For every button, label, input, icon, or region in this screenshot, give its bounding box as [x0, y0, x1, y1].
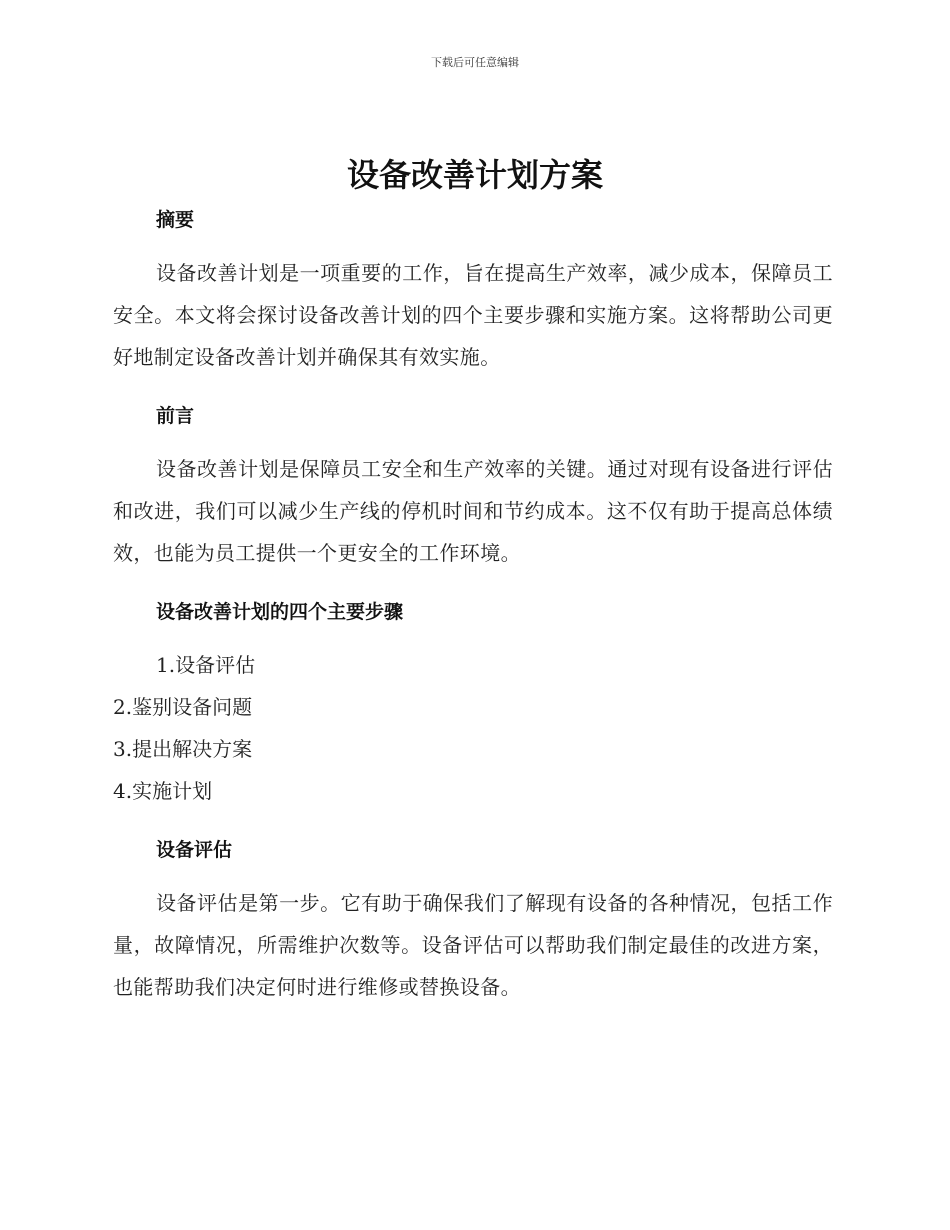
document-title: 设备改善计划方案 — [346, 156, 603, 194]
document-body — [113, 202, 833, 1008]
section-heading-preface: 前言 — [156, 405, 195, 427]
header-note: 下载后可任意编辑 — [431, 56, 519, 69]
step-item: 3.提出解决方案 — [113, 737, 253, 761]
abstract-paragraph: 设备改善计划是一项重要的工作，旨在提高生产效率，减少成本，保障员工安全。本文将会探讨设备改善计划的四个主要步骤和实施方案。这将帮助公司更好地制定设备改善计划并确保其有效实施。 — [113, 261, 833, 369]
section-heading-steps: 设备改善计划的四个主要步骤 — [156, 601, 404, 623]
assessment-paragraph: 设备评估是第一步。它有助于确保我们了解现有设备的各种情况，包括工作量，故障情况，所需维护次数等。设备评估可以帮助我们制定最佳的改进方案，也能帮助我们决定何时进行维修或替换设备。 — [113, 891, 833, 999]
section-heading-abstract: 摘要 — [156, 209, 195, 231]
step-item: 4.实施计划 — [113, 779, 213, 803]
steps-list — [113, 644, 833, 812]
step-item: 1.设备评估 — [156, 653, 256, 677]
preface-paragraph: 设备改善计划是保障员工安全和生产效率的关键。通过对现有设备进行评估和改进，我们可以减少生产线的停机时间和节约成本。这不仅有助于提高总体绩效，也能为员工提供一个更安全的工作环境。 — [113, 457, 833, 565]
section-heading-assessment: 设备评估 — [156, 839, 233, 861]
step-item: 2.鉴别设备问题 — [113, 695, 253, 719]
